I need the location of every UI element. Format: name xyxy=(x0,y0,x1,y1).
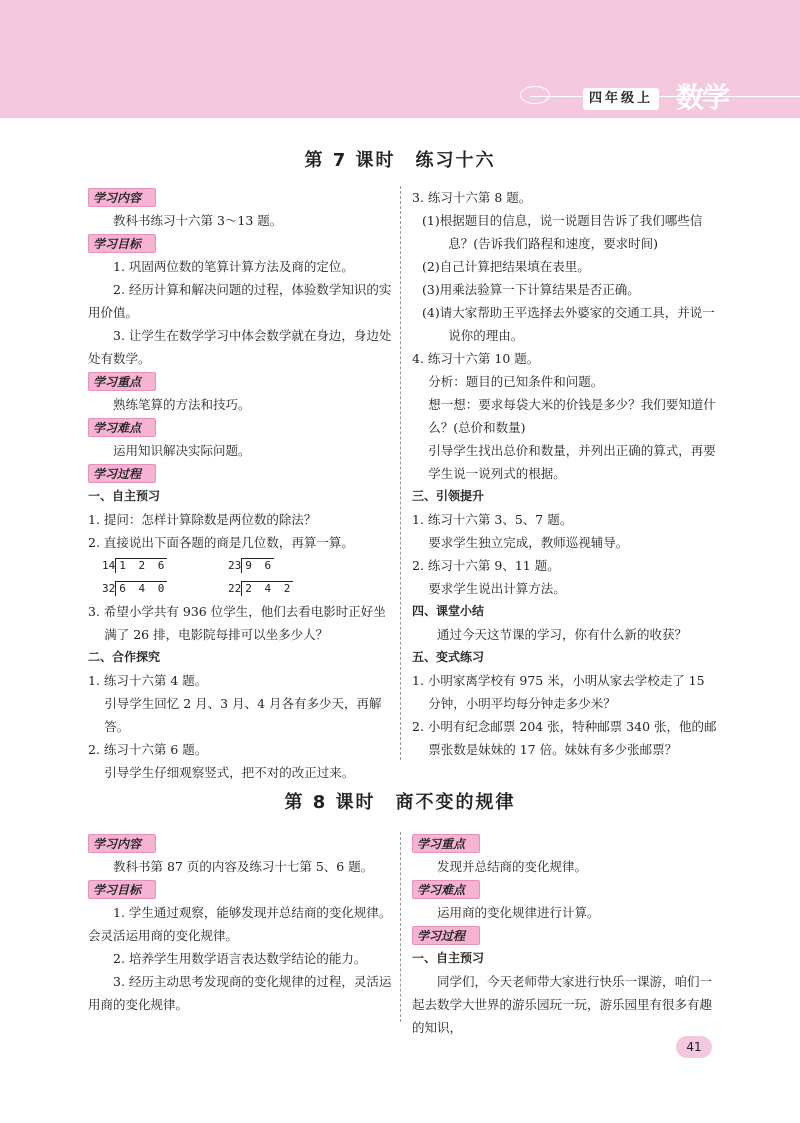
tag-key-point: 学习重点 xyxy=(412,834,480,853)
grade-badge: 四年级上 xyxy=(583,88,659,110)
section-heading: 二、合作探究 xyxy=(88,650,161,664)
exercise-guide: 要求学生说出计算方法。 xyxy=(428,581,566,596)
analysis-text: 分析：题目的已知条件和问题。 xyxy=(428,374,604,389)
key-point-text: 发现并总结商的变化规律。 xyxy=(437,859,588,874)
think-text: 想一想：要求每袋大米的价钱是多少？我们要知道什么？(总价和数量) xyxy=(428,397,716,435)
sub-item: (3)用乘法验算一下计算结果是否正确。 xyxy=(422,282,640,297)
dividend: 9 6 xyxy=(241,558,274,573)
summary-text: 通过今天这节课的学习，你有什么新的收获？ xyxy=(437,627,688,642)
long-division xyxy=(228,554,354,577)
column-divider xyxy=(400,186,401,760)
guide-text: 引导学生找出总价和数量，并列出正确的算式，再要学生说一说列式的根据。 xyxy=(428,443,716,481)
divisor: 23 xyxy=(228,559,242,572)
question-item: 3. 希望小学共有 936 位学生，他们去看电影时正好坐满了 26 排，电影院每排可以坐多少人？ xyxy=(88,604,386,642)
section-heading: 四、课堂小结 xyxy=(412,604,485,618)
exercise-item: 1. 练习十六第 3、5、7 题。 xyxy=(412,512,573,527)
goal-item: 1. 学生通过观察，能够发现并总结商的变化规律。会灵活运用商的变化规律。 xyxy=(88,905,392,943)
tag-process: 学习过程 xyxy=(412,926,480,945)
dividend: 1 2 6 xyxy=(115,558,167,573)
exercise-guide: 引导学生回忆 2 月、3 月、4 月各有多少天，再解答。 xyxy=(104,696,382,734)
question-item: 2. 直接说出下面各题的商是几位数，再算一算。 xyxy=(88,535,354,550)
goal-item: 2. 培养学生用数学语言表达数学结论的能力。 xyxy=(113,951,367,966)
goal-item: 3. 让学生在数学学习中体会数学就在身边，身边处处有数学。 xyxy=(88,328,392,366)
tag-key-point: 学习重点 xyxy=(88,372,156,391)
decorative-line xyxy=(530,96,800,97)
long-division xyxy=(102,577,228,600)
divisor: 14 xyxy=(102,559,116,572)
tag-difficulty: 学习难点 xyxy=(88,418,156,437)
goal-item: 1. 巩固两位数的笔算计算方法及商的定位。 xyxy=(113,259,354,274)
subject-logo: 数学 xyxy=(676,81,729,114)
tag-difficulty: 学习难点 xyxy=(412,880,480,899)
tag-goals: 学习目标 xyxy=(88,880,156,899)
goal-item: 2. 经历计算和解决问题的过程，体验数学知识的实用价值。 xyxy=(88,282,392,320)
sub-item: (2)自己计算把结果填在表里。 xyxy=(422,259,590,274)
dividend: 2 4 2 xyxy=(241,581,293,596)
decorative-loop xyxy=(520,86,550,104)
practice-item: 2. 小明有纪念邮票 204 张，特种邮票 340 张，他的邮票张数是妹妹的 17 倍。妹妹有多少张邮票？ xyxy=(412,719,717,757)
lesson7-left-column xyxy=(88,186,392,784)
long-division xyxy=(228,577,354,600)
section-heading: 三、引领提升 xyxy=(412,489,485,503)
exercise-guide: 引导学生仔细观察竖式，把不对的改正过来。 xyxy=(104,765,355,780)
tag-content: 学习内容 xyxy=(88,834,156,853)
sub-item: (4)请大家帮助王平选择去外婆家的交通工具，并说一说你的理由。 xyxy=(422,305,715,343)
long-division xyxy=(102,554,228,577)
content-text: 教科书练习十六第 3～13 题。 xyxy=(113,213,283,228)
question-item: 1. 提问：怎样计算除数是两位数的除法？ xyxy=(88,512,317,527)
lesson7-title: 第 7 课时 练习十六 xyxy=(304,150,496,171)
section-heading: 一、自主预习 xyxy=(88,489,161,503)
page-number: 41 xyxy=(676,1036,712,1058)
section-heading: 五、变式练习 xyxy=(412,650,485,664)
sub-item: (1)根据题目的信息，说一说题目告诉了我们哪些信息？(告诉我们路程和速度，要求时间) xyxy=(422,213,703,251)
difficulty-text: 运用商的变化规律进行计算。 xyxy=(437,905,600,920)
tag-content: 学习内容 xyxy=(88,188,156,207)
intro-text: 同学们，今天老师带大家进行快乐一课游，咱们一起去数学大世界的游乐园玩一玩，游乐园里有很多有趣的知识， xyxy=(412,974,713,1035)
exercise-guide: 要求学生独立完成，教师巡视辅导。 xyxy=(428,535,629,550)
difficulty-text: 运用知识解决实际问题。 xyxy=(113,443,251,458)
tag-process: 学习过程 xyxy=(88,464,156,483)
lesson8-right-column xyxy=(412,832,718,1039)
exercise-item: 2. 练习十六第 6 题。 xyxy=(88,742,208,757)
key-point-text: 熟练笔算的方法和技巧。 xyxy=(113,397,251,412)
lesson7-right-column xyxy=(412,186,718,761)
division-row xyxy=(88,554,392,577)
goal-item: 3. 经历主动思考发现商的变化规律的过程，灵活运用商的变化规律。 xyxy=(88,974,392,1012)
division-row xyxy=(88,577,392,600)
practice-item: 1. 小明家离学校有 975 米，小明从家去学校走了 15 分钟，小明平均每分钟走多少米？ xyxy=(412,673,705,711)
tag-goals: 学习目标 xyxy=(88,234,156,253)
content-text: 教科书第 87 页的内容及练习十七第 5、6 题。 xyxy=(113,859,374,874)
divisor: 32 xyxy=(102,582,116,595)
lesson8-title: 第 8 课时 商不变的规律 xyxy=(284,792,516,813)
divisor: 22 xyxy=(228,582,242,595)
dividend: 6 4 0 xyxy=(115,581,167,596)
exercise-item: 2. 练习十六第 9、11 题。 xyxy=(412,558,560,573)
exercise-item: 1. 练习十六第 4 题。 xyxy=(88,673,208,688)
exercise-item: 4. 练习十六第 10 题。 xyxy=(412,351,540,366)
page-header-band xyxy=(0,0,800,118)
column-divider xyxy=(400,832,401,1022)
lesson8-left-column xyxy=(88,832,392,1016)
exercise-item: 3. 练习十六第 8 题。 xyxy=(412,190,532,205)
section-heading: 一、自主预习 xyxy=(412,951,485,965)
